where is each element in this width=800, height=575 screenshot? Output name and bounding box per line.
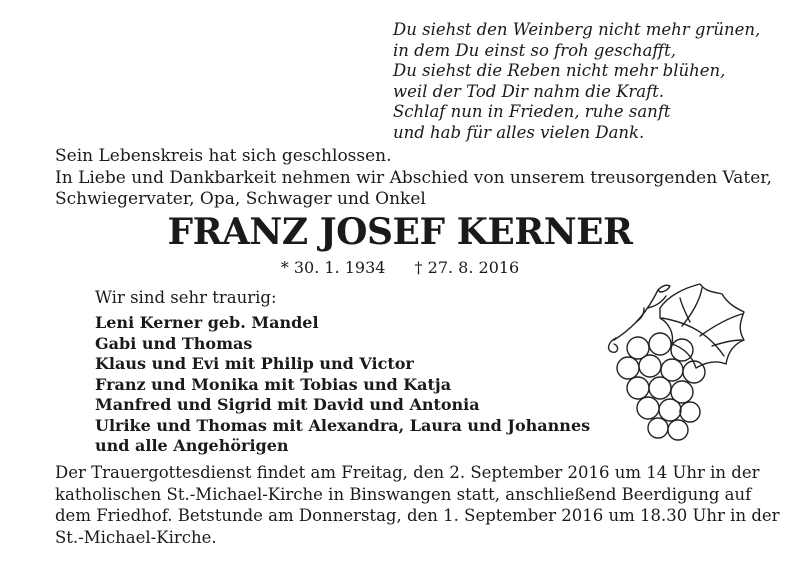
mourner-line: Franz und Monika mit Tobias und Katja bbox=[95, 374, 452, 394]
poem-line: weil der Tod Dir nahm die Kraft. bbox=[393, 81, 665, 101]
poem-line: Du siehst die Reben nicht mehr blühen, bbox=[393, 61, 726, 80]
service-line: Der Trauergottesdienst findet am Freitag, den 2. September 2016 um 14 Uhr in der bbox=[55, 463, 760, 482]
intro-text bbox=[55, 146, 785, 211]
mourners-list bbox=[95, 313, 595, 457]
poem-line: Du siehst den Weinberg nicht mehr grünen, bbox=[393, 20, 761, 39]
mourner-line: Ulrike und Thomas mit Alexandra, Laura und Johannes bbox=[95, 415, 591, 435]
mourner-line: und alle Angehörigen bbox=[95, 436, 289, 455]
poem-line: in dem Du einst so froh geschafft, bbox=[393, 40, 676, 60]
birth-date: * 30. 1. 1934 bbox=[280, 258, 386, 277]
poem-line: Schlaf nun in Frieden, ruhe sanft bbox=[393, 102, 671, 121]
service-line: katholischen St.-Michael-Kirche in Binswangen statt, anschließend Beerdigung auf bbox=[55, 484, 752, 504]
memorial-poem bbox=[393, 20, 773, 143]
deceased-name: FRANZ JOSEF KERNER bbox=[167, 211, 633, 253]
mourner-line: Manfred und Sigrid mit David und Antonia bbox=[95, 395, 480, 414]
service-line: St.-Michael-Kirche. bbox=[55, 527, 217, 547]
life-dates bbox=[0, 258, 800, 278]
intro-line: Schwiegervater, Opa, Schwager und Onkel bbox=[55, 189, 426, 209]
service-line: dem Friedhof. Betstunde am Donnerstag, den 1. September 2016 um 18.30 Uhr in der bbox=[55, 506, 780, 525]
poem-line: und hab für alles vielen Dank. bbox=[393, 122, 645, 142]
intro-line: In Liebe und Dankbarkeit nehmen wir Abschied von unserem treusorgenden Vater, bbox=[55, 167, 772, 188]
death-date: † 27. 8. 2016 bbox=[414, 258, 520, 277]
grape-cluster-icon bbox=[596, 278, 766, 448]
mourner-line: Leni Kerner geb. Mandel bbox=[95, 313, 319, 332]
funeral-service-info bbox=[55, 462, 785, 548]
mourner-line: Gabi und Thomas bbox=[95, 333, 253, 353]
intro-line: Sein Lebenskreis hat sich geschlossen. bbox=[55, 146, 392, 166]
mourner-line: Klaus und Evi mit Philip und Victor bbox=[95, 354, 414, 373]
mourners-heading: Wir sind sehr traurig: bbox=[95, 288, 277, 307]
